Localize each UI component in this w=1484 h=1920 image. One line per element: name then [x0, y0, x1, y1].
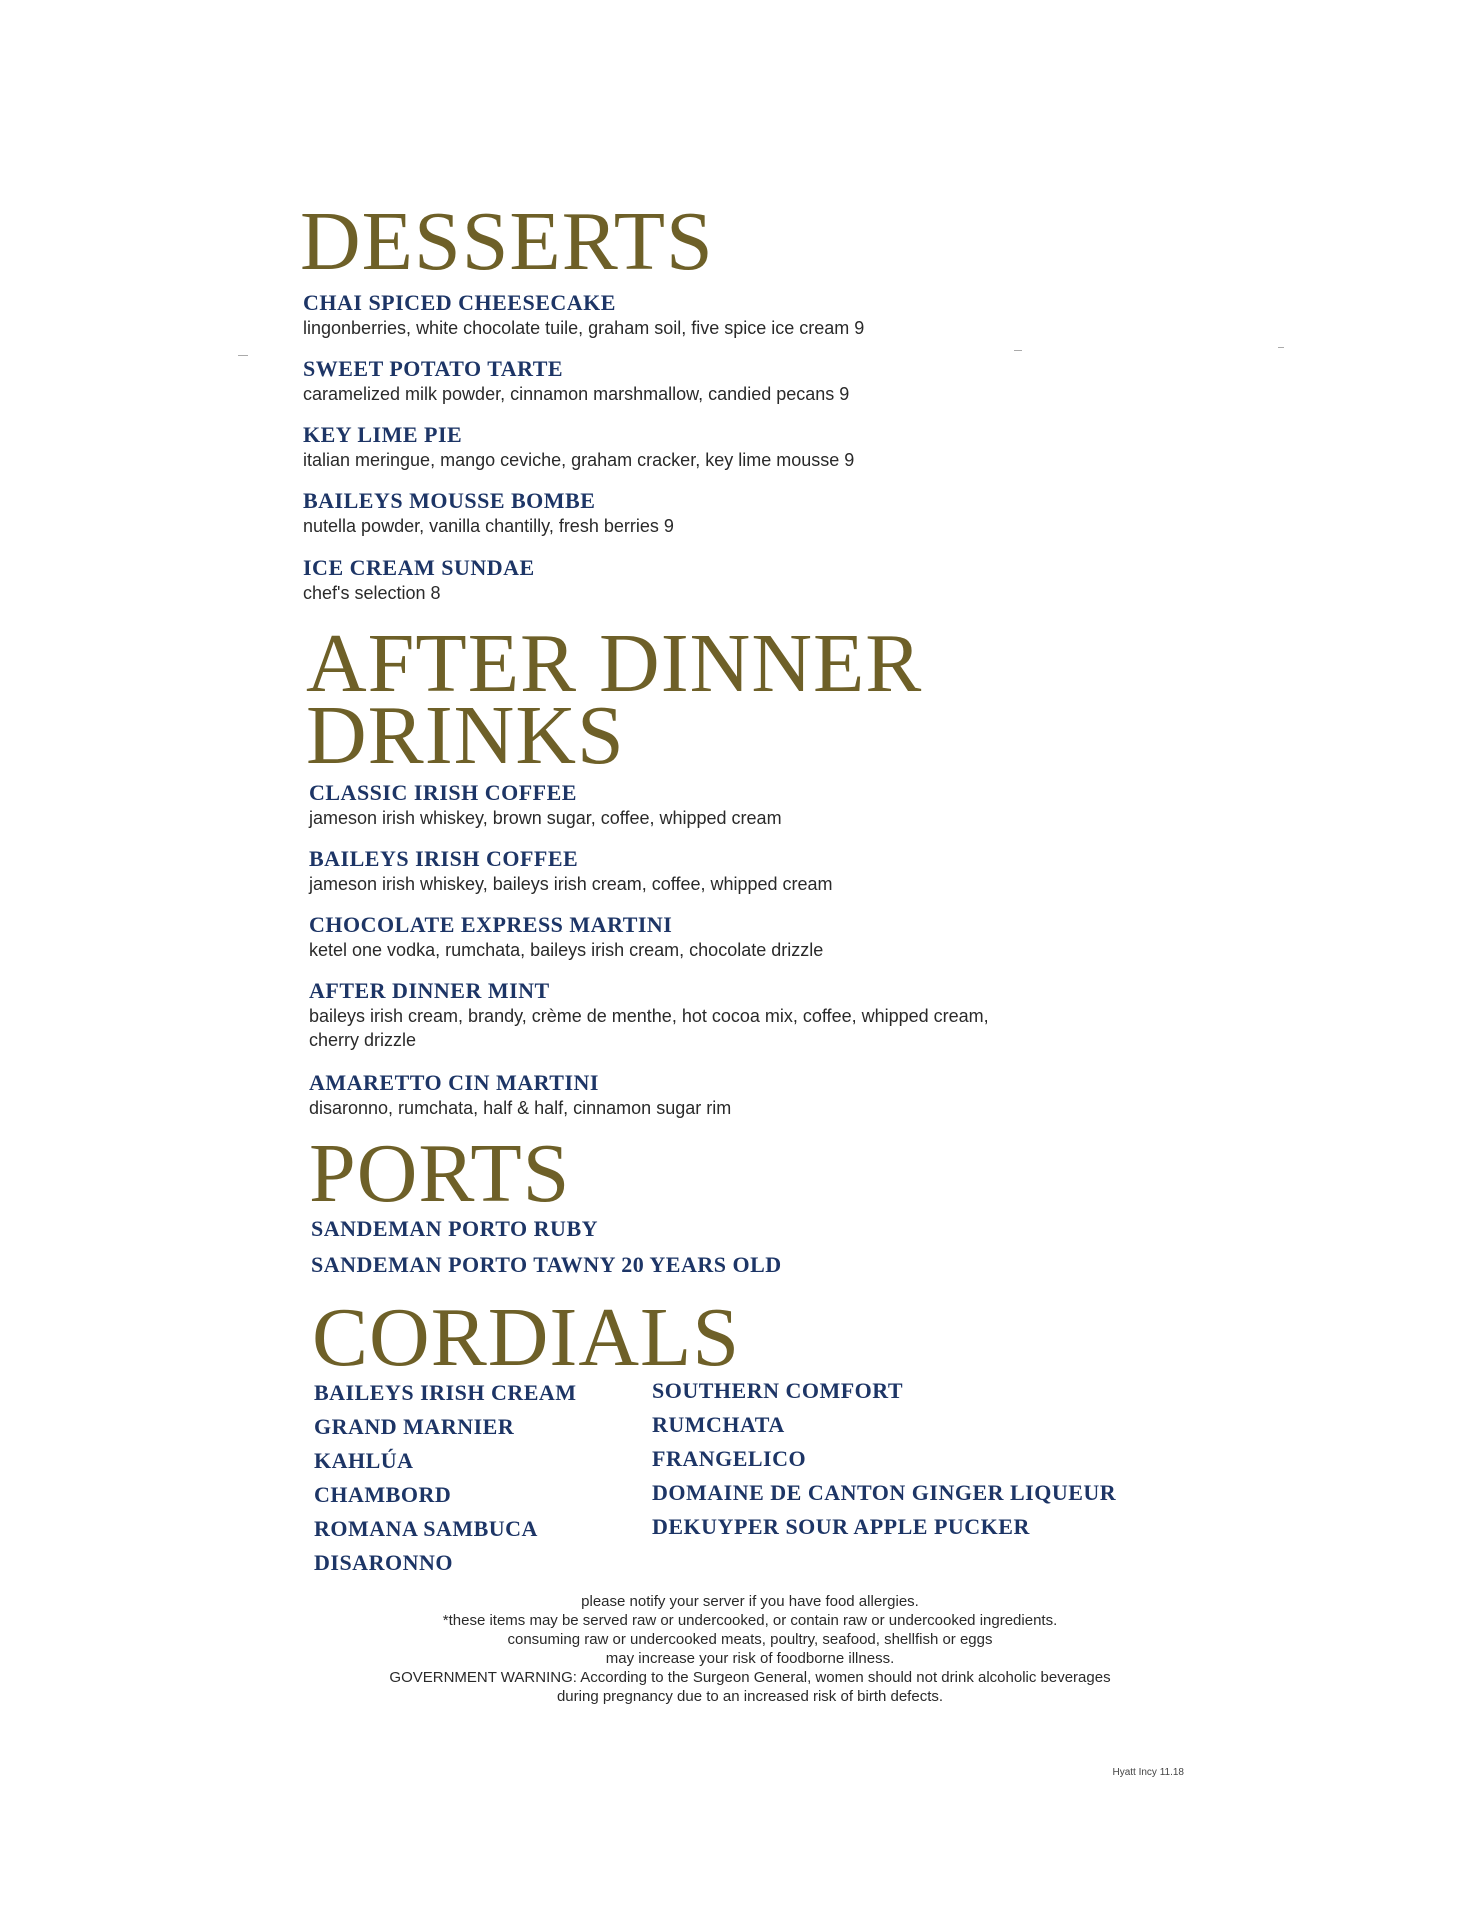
item-description-continued: cherry drizzle — [309, 1030, 417, 1050]
item-name: BAILEYS MOUSSE BOMBE — [303, 488, 596, 513]
menu-item — [303, 290, 1203, 340]
item-name: SWEET POTATO TARTE — [303, 356, 564, 381]
item-description: lingonberries, white chocolate tuile, graham soil, five spice ice cream 9 — [303, 318, 865, 338]
after-dinner-heading-line2: DRINKS — [306, 689, 625, 782]
cordial-item: DISARONNO — [314, 1550, 453, 1575]
government-warning: GOVERNMENT WARNING: According to the Surgeon General, women should not drink alcoholic beverages — [389, 1669, 1111, 1686]
footer-notice — [300, 1592, 1200, 1706]
item-description: disaronno, rumchata, half & half, cinnamon sugar rim — [309, 1098, 732, 1118]
cordial-item: ROMANA SAMBUCA — [314, 1516, 538, 1541]
scan-speck — [238, 355, 248, 356]
cordial-item: DEKUYPER SOUR APPLE PUCKER — [652, 1514, 1030, 1539]
item-description: ketel one vodka, rumchata, baileys irish cream, chocolate drizzle — [309, 940, 824, 960]
item-name: KEY LIME PIE — [303, 422, 463, 447]
print-credit: Hyatt Incy 11.18 — [1112, 1767, 1184, 1778]
cordials-heading: CORDIALS — [312, 1291, 741, 1384]
item-description: jameson irish whiskey, brown sugar, coffee, whipped cream — [309, 808, 782, 828]
port-item: SANDEMAN PORTO RUBY — [311, 1216, 599, 1241]
item-name: ICE CREAM SUNDAE — [303, 555, 535, 580]
raw-food-notice: may increase your risk of foodborne illness. — [605, 1650, 895, 1667]
cordial-item: GRAND MARNIER — [314, 1414, 515, 1439]
cordial-item: BAILEYS IRISH CREAM — [314, 1380, 577, 1405]
desserts-heading: DESSERTS — [300, 195, 714, 288]
after-dinner-heading-line1: AFTER DINNER — [306, 617, 923, 710]
cordial-item: DOMAINE DE CANTON GINGER LIQUEUR — [652, 1480, 1117, 1505]
item-name: AFTER DINNER MINT — [309, 978, 550, 1003]
cordial-item: KAHLÚA — [314, 1448, 414, 1473]
menu-item — [303, 422, 1203, 472]
item-description: nutella powder, vanilla chantilly, fresh berries 9 — [303, 516, 674, 536]
menu-item — [309, 780, 1209, 830]
item-description: caramelized milk powder, cinnamon marshmallow, candied pecans 9 — [303, 384, 850, 404]
raw-food-notice: *these items may be served raw or undercooked, or contain raw or undercooked ingredients. — [442, 1612, 1058, 1629]
menu-item — [309, 846, 1209, 896]
item-description: jameson irish whiskey, baileys irish cream, coffee, whipped cream — [309, 874, 833, 894]
menu-item — [303, 555, 1203, 605]
item-name: CLASSIC IRISH COFFEE — [309, 780, 577, 805]
cordial-item: SOUTHERN COMFORT — [652, 1378, 904, 1403]
menu-item — [309, 1070, 1209, 1120]
scan-speck — [1014, 350, 1022, 351]
item-description: chef's selection 8 — [303, 583, 441, 603]
cordial-item: FRANGELICO — [652, 1446, 807, 1471]
item-name: CHAI SPICED CHEESECAKE — [303, 290, 616, 315]
cordial-item: CHAMBORD — [314, 1482, 452, 1507]
allergy-notice: please notify your server if you have food allergies. — [581, 1593, 919, 1610]
cordial-item: RUMCHATA — [652, 1412, 785, 1437]
item-name: BAILEYS IRISH COFFEE — [309, 846, 579, 871]
menu-item — [309, 912, 1209, 962]
menu-item — [303, 488, 1203, 538]
raw-food-notice: consuming raw or undercooked meats, poultry, seafood, shellfish or eggs — [507, 1631, 993, 1648]
item-description: baileys irish cream, brandy, crème de menthe, hot cocoa mix, coffee, whipped cream, — [309, 1006, 989, 1026]
menu-item — [309, 978, 1209, 1052]
ports-heading: PORTS — [309, 1127, 571, 1220]
item-name: AMARETTO CIN MARTINI — [309, 1070, 599, 1095]
item-name: CHOCOLATE EXPRESS MARTINI — [309, 912, 673, 937]
scan-speck — [1278, 347, 1284, 348]
port-item: SANDEMAN PORTO TAWNY 20 YEARS OLD — [311, 1252, 782, 1277]
menu-item — [303, 356, 1203, 406]
government-warning: during pregnancy due to an increased risk of birth defects. — [556, 1688, 944, 1705]
item-description: italian meringue, mango ceviche, graham cracker, key lime mousse 9 — [303, 450, 855, 470]
